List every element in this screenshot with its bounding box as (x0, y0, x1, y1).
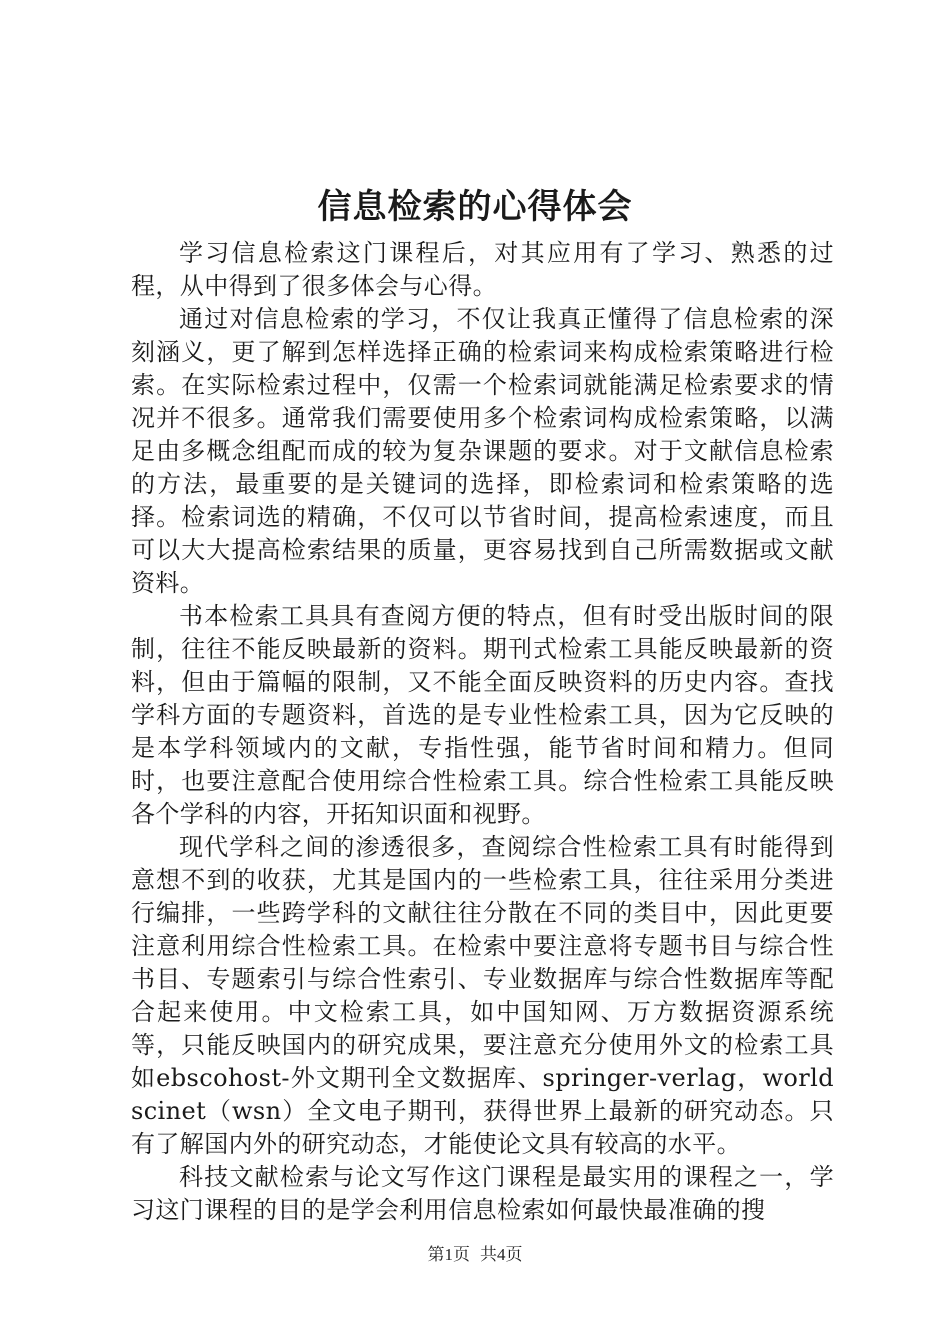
page-total: 共4页 (480, 1245, 523, 1264)
page-number: 第1页 (427, 1245, 470, 1264)
document-body (131, 237, 834, 1227)
paragraph-5: 科技文献检索与论文写作这门课程是最实用的课程之一，学习这门课程的目的是学会利用信息检索如何最快最准确的搜 (131, 1163, 834, 1224)
paragraph-1: 学习信息检索这门课程后，对其应用有了学习、熟悉的过程，从中得到了很多体会与心得。 (131, 239, 834, 300)
paragraph-4: 现代学科之间的渗透很多，查阅综合性检索工具有时能得到意想不到的收获，尤其是国内的一些检索工具，往往采用分类进行编排，一些跨学科的文献往往分散在不同的类目中，因此更要注意利用综合性检索工具。在检索中要注意将专题书目与综合性书目、专题索引与综合性索引、专业数据库与综合性数据库等配合起来使用。中文检索工具，如中国知网、万方数据资源系统等，只能反映国内的研究成果，要注意充分使用外文的检索工具如ebscohost-外文期刊全文数据库、springer-verlag，worldscinet（wsn）全文电子期刊，获得世界上最新的研究动态。只有了解国内外的研究动态，才能使论文具有较高的水平。 (131, 833, 834, 1158)
paragraph-3: 书本检索工具具有查阅方便的特点，但有时受出版时间的限制，往往不能反映最新的资料。期刊式检索工具能反映最新的资料，但由于篇幅的限制，又不能全面反映资料的历史内容。查找学科方面的专题资料，首选的是专业性检索工具，因为它反映的是本学科领域内的文献，专指性强，能节省时间和精力。但同时，也要注意配合使用综合性检索工具。综合性检索工具能反映各个学科的内容，开拓知识面和视野。 (131, 602, 834, 828)
document-title: 信息检索的心得体会 (317, 187, 633, 227)
paragraph-2: 通过对信息检索的学习，不仅让我真正懂得了信息检索的深刻涵义，更了解到怎样选择正确的检索词来构成检索策略进行检索。在实际检索过程中，仅需一个检索词就能满足检索要求的情况并不很多。通常我们需要使用多个检索词构成检索策略，以满足由多概念组配而成的较为复杂课题的要求。对于文献信息检索的方法，最重要的是关键词的选择，即检索词和检索策略的选择。检索词选的精确，不仅可以节省时间，提高检索速度，而且可以大大提高检索结果的质量，更容易找到自己所需数据或文献资料。 (131, 305, 834, 597)
page-footer (0, 1243, 950, 1267)
